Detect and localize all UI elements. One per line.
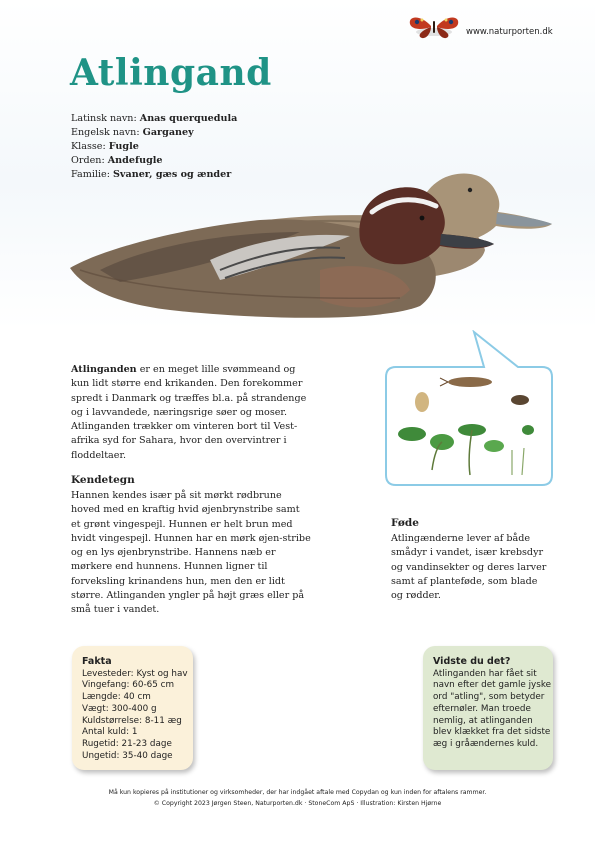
- kendetegn-heading: Kendetegn: [71, 474, 135, 486]
- footer-copy-notice: Må kun kopieres på institutioner og virksomheder, der har indgået aftale med Copydan og kun inden for aftalens rammer.: [108, 789, 487, 796]
- fakta-row: Længde: 40 cm: [82, 692, 151, 703]
- intro-paragraph: Atlinganden er en meget lille svømmeand og kun lidt større end krikanden. Den forekommer spredt i Danmark og træffes bl.a. på strandenge og i lavvandede, næringsrige søer og moser. Atlinganden trækker om vinteren bort til Vest-afrika syd for Sahara, hvor den overvintrer i floddeltaer.: [71, 364, 307, 461]
- fakta-row: Ungetid: 35-40 dage: [82, 750, 173, 761]
- foede-heading: Føde: [391, 517, 419, 529]
- meta-row: Engelsk navn: Garganey: [71, 127, 194, 138]
- vidste-box: [423, 646, 553, 770]
- meta-row: Latinsk navn: Anas querquedula: [71, 113, 238, 124]
- vidste-heading: Vidste du det?: [433, 656, 511, 667]
- meta-row: Orden: Andefugle: [71, 155, 163, 166]
- fakta-row: Rugetid: 21-23 dage: [82, 738, 172, 749]
- fakta-row: Kuldstørrelse: 8-11 æg: [82, 715, 182, 726]
- duck-illustration: [60, 120, 560, 340]
- fakta-row: Vægt: 300-400 g: [82, 703, 157, 714]
- meta-row: Familie: Svaner, gæs og ænder: [71, 169, 232, 180]
- meta-row: Klasse: Fugle: [71, 141, 139, 152]
- page-title: Atlingand: [70, 52, 272, 94]
- foede-paragraph: Atlingænderne lever af både smådyr i vandet, især krebsdyr og vandinsekter og deres larver samt af planteføde, som blade og rødder.: [391, 533, 547, 602]
- food-speech-bubble: [382, 330, 557, 490]
- vidste-paragraph: Atlinganden har fået sit navn efter det gamle jyske ord "atling", som betyder efternøler. Man troede nemlig, at atlinganden blev klækket fra det sidste æg i gråændernes kuld.: [433, 668, 552, 749]
- footer-copyright: © Copyright 2023 Jørgen Steen, Naturporten.dk · StoneCom ApS · Illustration: Kirsten Hjørne: [153, 800, 442, 807]
- fakta-row: Vingefang: 60-65 cm: [82, 680, 175, 691]
- butterfly-icon: [404, 12, 464, 44]
- crustacean-icon: [415, 392, 429, 412]
- fakta-row: Antal kuld: 1: [82, 727, 138, 738]
- insect-icon: [511, 395, 529, 405]
- kendetegn-paragraph: Hannen kendes især på sit mørkt rødbrune hoved med en kraftig hvid øjenbrynstribe samt et grønt vingespejl. Hunnen er helt brun med hvidt vingespejl. Hunnen har en mørk øjen-stribe og en lys øjenbrynstribe. Hannens næb er mørkere end hunnens. Hunnen ligner til forveksling krinandens hun, men den er lidt større. Atlinganden yngler på højt græs eller på små tuer i vandet.: [71, 490, 311, 616]
- fakta-heading: Fakta: [82, 656, 112, 667]
- fakta-box: [72, 646, 193, 770]
- fakta-row: Levesteder: Kyst og hav: [82, 668, 188, 679]
- site-url: www.naturporten.dk: [466, 27, 553, 37]
